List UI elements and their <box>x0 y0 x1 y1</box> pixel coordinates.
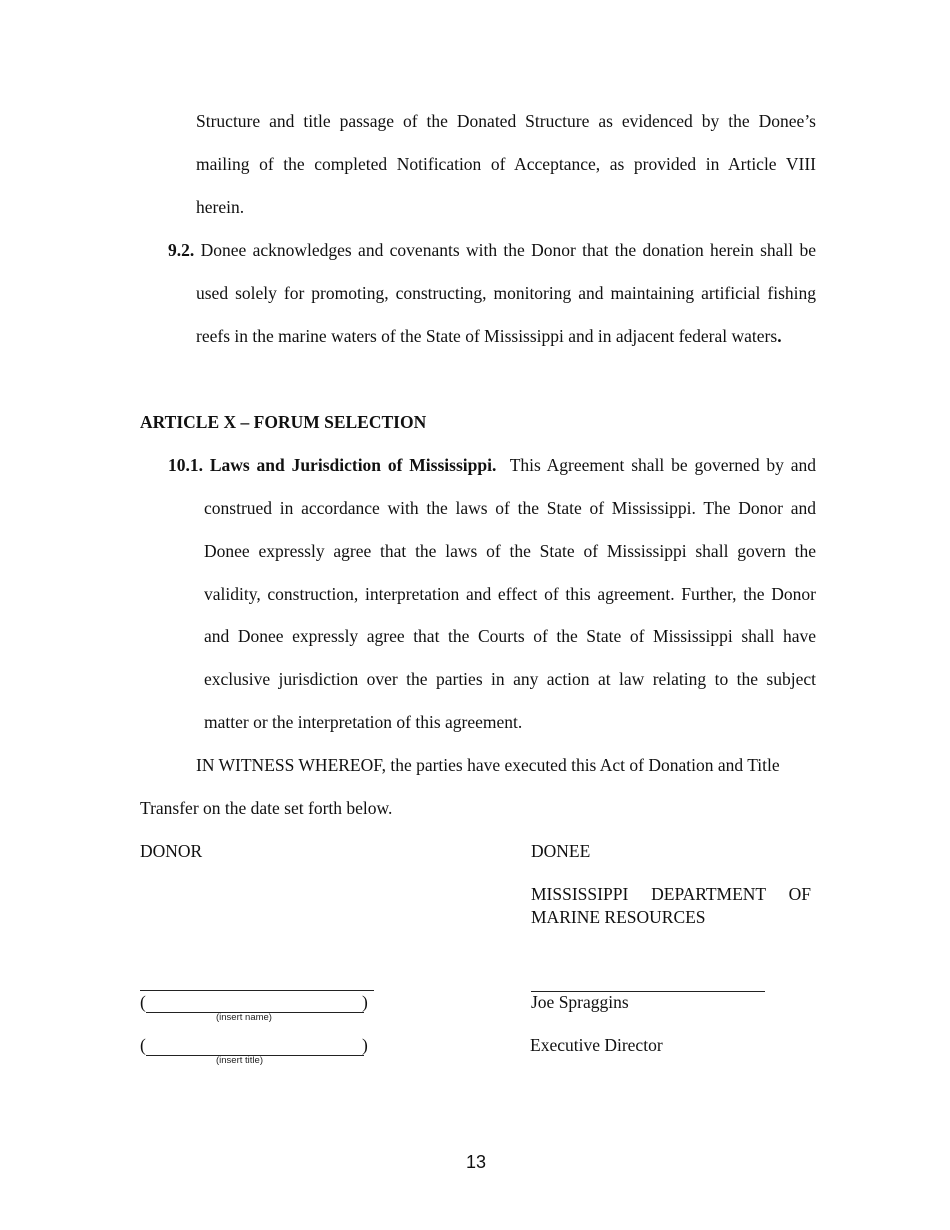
open-paren: ( <box>140 1035 146 1055</box>
paragraph-line: matter or the interpretation of this agreement. <box>204 712 523 732</box>
open-paren: ( <box>140 992 146 1012</box>
donee-org-line2: MARINE RESOURCES <box>531 907 706 927</box>
section-number: 9.2. <box>168 240 195 260</box>
donee-signer-title: Executive Director <box>530 1035 663 1055</box>
paragraph-line: mailing of the completed Notification of Acceptance, as provided in Article VIII <box>196 154 816 174</box>
donee-org-line1: MISSISSIPPI DEPARTMENT OF <box>531 884 811 904</box>
donor-signature-line[interactable] <box>140 990 374 991</box>
insert-name-hint: (insert name) <box>216 1012 272 1023</box>
paragraph-line: used solely for promoting, constructing, monitoring and maintaining artificial fishing <box>196 283 816 303</box>
section-10-1: 10.1. Laws and Jurisdiction of Mississippi. This Agreement shall be governed by and <box>168 455 817 475</box>
paragraph-line: Structure and title passage of the Donated Structure as evidenced by the Donee’s <box>196 111 816 131</box>
donee-label: DONEE <box>531 841 591 861</box>
witness-line: Transfer on the date set forth below. <box>140 798 393 818</box>
close-paren: ) <box>362 1035 368 1055</box>
insert-title-hint: (insert title) <box>216 1055 263 1066</box>
paragraph-line: and Donee expressly agree that the Courts of the State of Mississippi shall have <box>204 626 816 646</box>
section-title: 10.1. Laws and Jurisdiction of Mississippi. <box>168 455 497 475</box>
donee-signer-name: Joe Spraggins <box>531 992 629 1012</box>
donor-label: DONOR <box>140 841 203 861</box>
close-paren: ) <box>362 992 368 1012</box>
paragraph-line: herein. <box>196 197 245 217</box>
witness-line: IN WITNESS WHEREOF, the parties have executed this Act of Donation and Title <box>196 755 780 775</box>
page-number: 13 <box>466 1152 487 1172</box>
article-heading: ARTICLE X – FORUM SELECTION <box>140 412 427 432</box>
paragraph-line: Donee expressly agree that the laws of the State of Mississippi shall govern the <box>204 541 816 561</box>
paragraph-line: construed in accordance with the laws of the State of Mississippi. The Donor and <box>204 498 816 518</box>
paragraph-line: reefs in the marine waters of the State of Mississippi and in adjacent federal waters. <box>196 326 782 346</box>
paragraph-line: validity, construction, interpretation and effect of this agreement. Further, the Donor <box>204 584 816 604</box>
section-9-2: 9.2. Donee acknowledges and covenants with the Donor that the donation herein shall be <box>168 240 816 260</box>
paragraph-line: exclusive jurisdiction over the parties in any action at law relating to the subject <box>204 669 816 689</box>
